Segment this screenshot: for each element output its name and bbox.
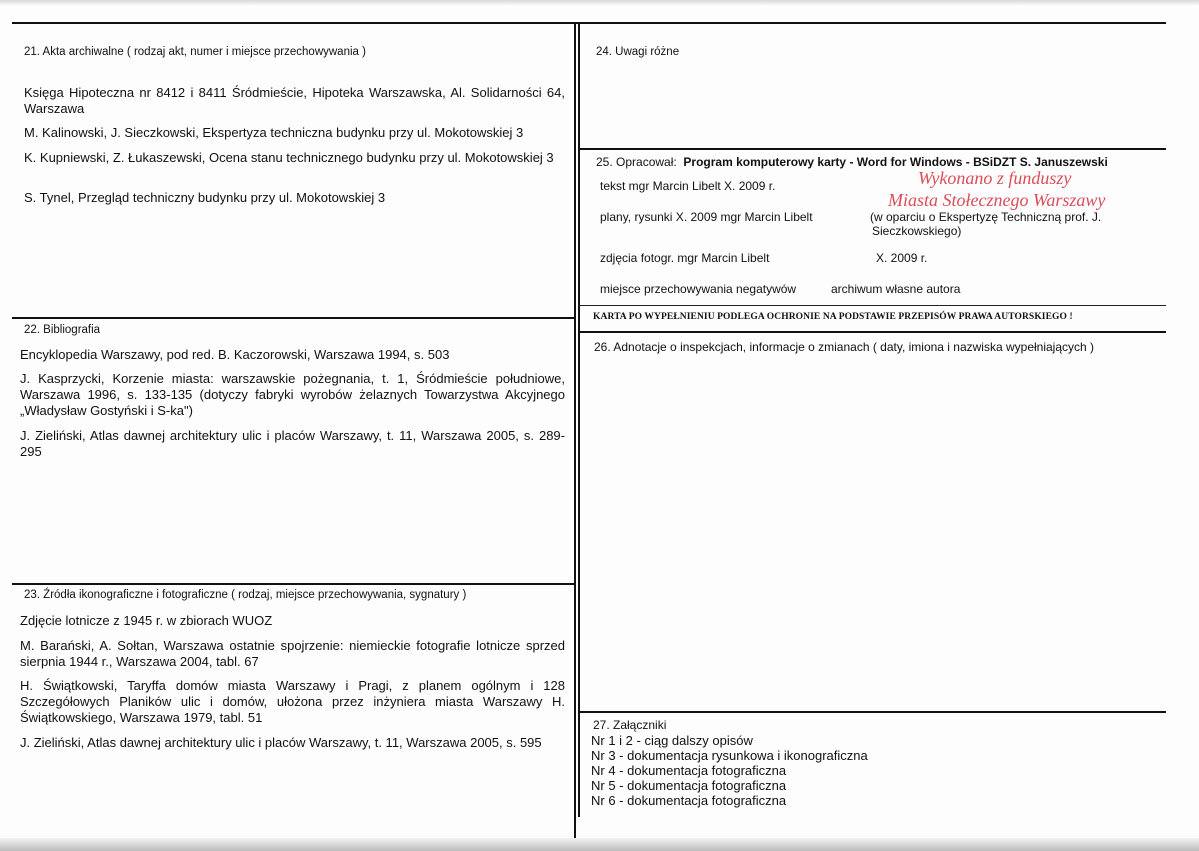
credit-text: tekst mgr Marcin Libelt X. 2009 r. — [600, 179, 776, 193]
credit-plans-note: (w oparciu o Ekspertyzę Techniczną prof. J. — [870, 210, 1102, 224]
scan-bottom-edge — [0, 838, 1199, 851]
section-25-label: 25. Opracował: — [596, 155, 677, 169]
copyright-notice: KARTA PO WYPEŁNIENIU PODLEGA OCHRONIE NA PODSTAWIE PRZEPISÓW PRAWA AUTORSKIEGO ! — [593, 312, 1073, 322]
divider-25-notice — [578, 305, 1166, 306]
iconography-entry: J. Zieliński, Atlas dawnej architektury ulic i placów Warszawy, t. 11, Warszawa 2005, s. 595 — [20, 735, 542, 750]
section-24-heading: 24. Uwagi różne — [596, 46, 680, 58]
archive-entry: K. Kupniewski, Z. Łukaszewski, Ocena stanu technicznego budynku przy ul. Mokotowskiej 3 — [24, 150, 554, 165]
iconography-entry: M. Barański, A. Sołtan, Warszawa ostatnie spojrzenie: niemieckie fotografie lotnicze sprzed sierpnia 1944 r., Warszawa 2004, tabl. 67 — [20, 638, 565, 669]
center-divider-left — [574, 22, 576, 842]
attachment-item: Nr 6 - dokumentacja fotograficzna — [591, 793, 787, 808]
credit-photos-date: X. 2009 r. — [876, 251, 928, 265]
credit-plans-note-cont: Sieczkowskiego) — [872, 224, 962, 238]
section-27-heading: 27. Załączniki — [593, 718, 667, 732]
attachments-list — [591, 733, 868, 808]
attachment-item: Nr 3 - dokumentacja rysunkowa i ikonograficzna — [591, 748, 868, 763]
bibliography-entry: J. Kasprzycki, Korzenie miasta: warszawskie pożegnania, t. 1, Śródmieście południowe, Warszawa 1996, s. 133-135 (dotyczy fabryki wyrobów żelaznych Towarzystwa Akcyjnego „Władysław Gostyński i S-ka") — [20, 371, 565, 418]
negatives-location-label: miejsce przechowywania negatywów — [600, 282, 797, 296]
attachment-item: Nr 4 - dokumentacja fotograficzna — [591, 763, 787, 778]
section-22-heading: 22. Bibliografia — [24, 324, 101, 336]
scan-top-shade — [0, 0, 1199, 6]
section-25-heading — [596, 155, 1108, 169]
iconography-entry: Zdjęcie lotnicze z 1945 r. w zbiorach WUOZ — [20, 613, 273, 628]
top-rule — [12, 22, 1166, 24]
divider-25-26 — [578, 331, 1166, 333]
attachment-item: Nr 5 - dokumentacja fotograficzna — [591, 778, 787, 793]
attachment-item: Nr 1 i 2 - ciąg dalszy opisów — [591, 733, 753, 748]
iconography-entry: H. Świątkowski, Taryffa domów miasta Warszawy i Pragi, z planem ogólnym i 128 Szczegółowych Planików ulic i domów, ułożona przez inżyniera miasta Warszawy H. Świątkowskiego, Warszawa 1979, tabl. 51 — [20, 678, 565, 725]
archive-entry: Księga Hipoteczna nr 8412 i 8411 Śródmieście, Hipoteka Warszawska, Al. Solidarności 64, Warszawa — [24, 85, 565, 116]
center-divider-right — [578, 22, 580, 817]
section-25-program: Program komputerowy karty - Word for Windows - BSiDZT S. Januszewski — [683, 155, 1108, 169]
archive-entry: S. Tynel, Przegląd techniczny budynku przy ul. Mokotowskiej 3 — [24, 190, 386, 205]
divider-24-25 — [578, 148, 1166, 150]
credit-photos: zdjęcia fotogr. mgr Marcin Libelt — [600, 251, 770, 265]
divider-21-22 — [12, 317, 575, 319]
credit-plans: plany, rysunki X. 2009 mgr Marcin Libelt — [600, 210, 813, 224]
divider-26-27 — [578, 711, 1166, 713]
archive-entry: M. Kalinowski, J. Sieczkowski, Ekspertyza techniczna budynku przy ul. Mokotowskiej 3 — [24, 125, 524, 140]
section-21-heading: 21. Akta archiwalne ( rodzaj akt, numer i miejsce przechowywania ) — [24, 46, 366, 58]
bibliography-entry: J. Zieliński, Atlas dawnej architektury ulic i placów Warszawy, t. 11, Warszawa 2005, s. 289-295 — [20, 428, 565, 459]
funding-stamp-line-2: Miasta Stołecznego Warszawy — [888, 190, 1106, 210]
section-23-heading: 23. Źródła ikonograficzne i fotograficzne ( rodzaj, miejsce przechowywania, sygnatury ) — [24, 589, 467, 601]
negatives-location-value: archiwum własne autora — [831, 282, 961, 296]
divider-22-23 — [12, 583, 575, 585]
funding-stamp-line-1: Wykonano z funduszy — [918, 168, 1072, 188]
section-26-heading: 26. Adnotacje o inspekcjach, informacje o zmianach ( daty, imiona i nazwiska wypełniających ) — [594, 340, 1095, 354]
bibliography-entry: Encyklopedia Warszawy, pod red. B. Kaczorowski, Warszawa 1994, s. 503 — [20, 347, 450, 362]
